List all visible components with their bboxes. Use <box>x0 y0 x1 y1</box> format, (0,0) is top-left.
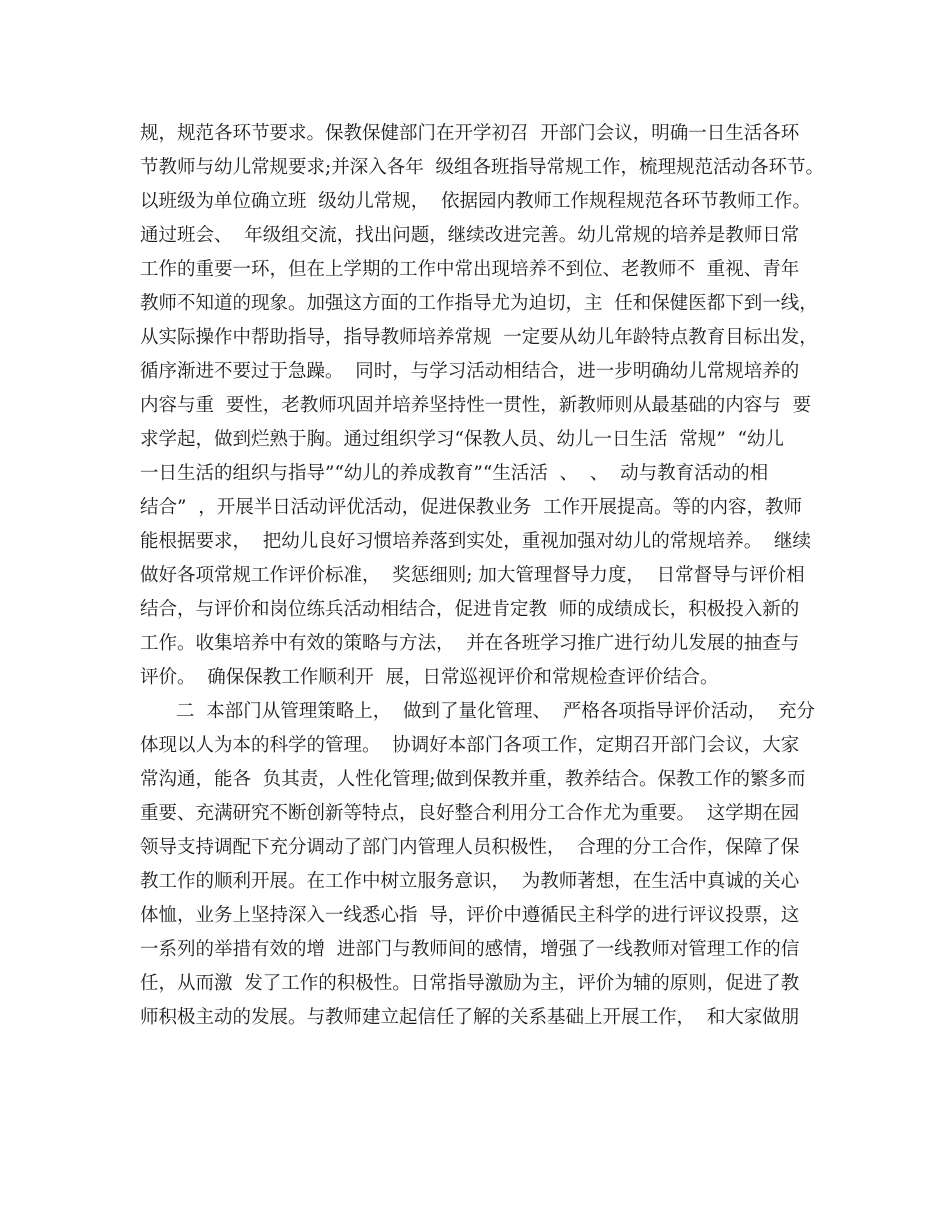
text-line: 常沟通，能各 负其责，人性化管理;做到保教并重，教养结合。保教工作的繁多而 <box>140 769 806 790</box>
text-line: 以班级为单位确立班 级幼儿常规， 依据园内教师工作规程规范各环节教师工作。 <box>140 191 812 212</box>
text-line: 节教师与幼儿常规要求;并深入各年 级组各班指导常规工作，梳理规范活动各环节。 <box>140 157 824 178</box>
paragraph-start-line: 二 本部门从管理策略上， 做到了量化管理、 严格各项指导评价活动， 充分 <box>176 701 816 722</box>
text-line: 结合” ，开展半日活动评优活动，促进保教业务 工作开展提高。等的内容，教师 <box>140 497 802 518</box>
text-line: 循序渐进不要过于急躁。 同时，与学习活动相结合，进一步明确幼儿常规培养的 <box>140 361 800 382</box>
text-line: 工作的重要一环，但在上学期的工作中常出现培养不到位、老教师不 重视、青年 <box>140 259 800 280</box>
text-line: 做好各项常规工作评价标准， 奖惩细则; 加大管理督导力度， 日常督导与评价相 <box>140 565 805 586</box>
text-line: 规，规范各环节要求。保教保健部门在开学初召 开部门会议，明确一日生活各环 <box>140 123 800 144</box>
text-line: 一日生活的组织与指导”“幼儿的养成教育”“生活活 、 、 动与教育活动的相 <box>140 463 769 484</box>
text-line: 从实际操作中帮助指导，指导教师培养常规 一定要从幼儿年龄特点教育目标出发， <box>140 327 818 348</box>
text-line: 一系列的举措有效的增 进部门与教师间的感情，增强了一线教师对管理工作的信 <box>140 939 800 960</box>
text-line: 工作。收集培养中有效的策略与方法， 并在各班学习推广进行幼儿发展的抽查与 <box>140 633 800 654</box>
text-line: 教工作的顺利开展。在工作中树立服务意识， 为教师著想，在生活中真诚的关心 <box>140 871 800 892</box>
text-line: 任，从而激 发了工作的积极性。日常指导激励为主，评价为辅的原则，促进了教 <box>140 973 800 994</box>
document-body <box>140 117 830 1035</box>
text-line: 领导支持调配下充分调动了部门内管理人员积极性， 合理的分工合作，保障了保 <box>140 837 800 858</box>
text-line: 内容与重 要性，老教师巩固并培养坚持性一贯性，新教师则从最基础的内容与 要 <box>140 395 812 416</box>
text-line: 体现以人为本的科学的管理。 协调好本部门各项工作，定期召开部门会议，大家 <box>140 735 800 756</box>
text-line: 教师不知道的现象。加强这方面的工作指导尤为迫切，主 任和保健医都下到一线， <box>140 293 818 314</box>
text-line: 通过班会、 年级组交流，找出问题，继续改进完善。幼儿常规的培养是教师日常 <box>140 225 800 246</box>
text-line: 能根据要求， 把幼儿良好习惯培养落到实处，重视加强对幼儿的常规培养。 继续 <box>140 531 812 552</box>
text-line: 评价。 确保保教工作顺利开 展，日常巡视评价和常规检查评价结合。 <box>140 667 719 688</box>
text-line: 重要、充满研究不断创新等特点，良好整合利用分工合作尤为重要。 这学期在园 <box>140 803 800 824</box>
text-line: 体恤，业务上坚持深入一线悉心指 导，评价中遵循民主科学的进行评议投票，这 <box>140 905 800 926</box>
text-line: 求学起，做到烂熟于胸。通过组织学习“保教人员、幼儿一日生活 常规” “幼儿 <box>140 429 784 450</box>
text-line: 师积极主动的发展。与教师建立起信任了解的关系基础上开展工作， 和大家做朋 <box>140 1007 800 1028</box>
text-line: 结合，与评价和岗位练兵活动相结合，促进肯定教 师的成绩成长，积极投入新的 <box>140 599 800 620</box>
